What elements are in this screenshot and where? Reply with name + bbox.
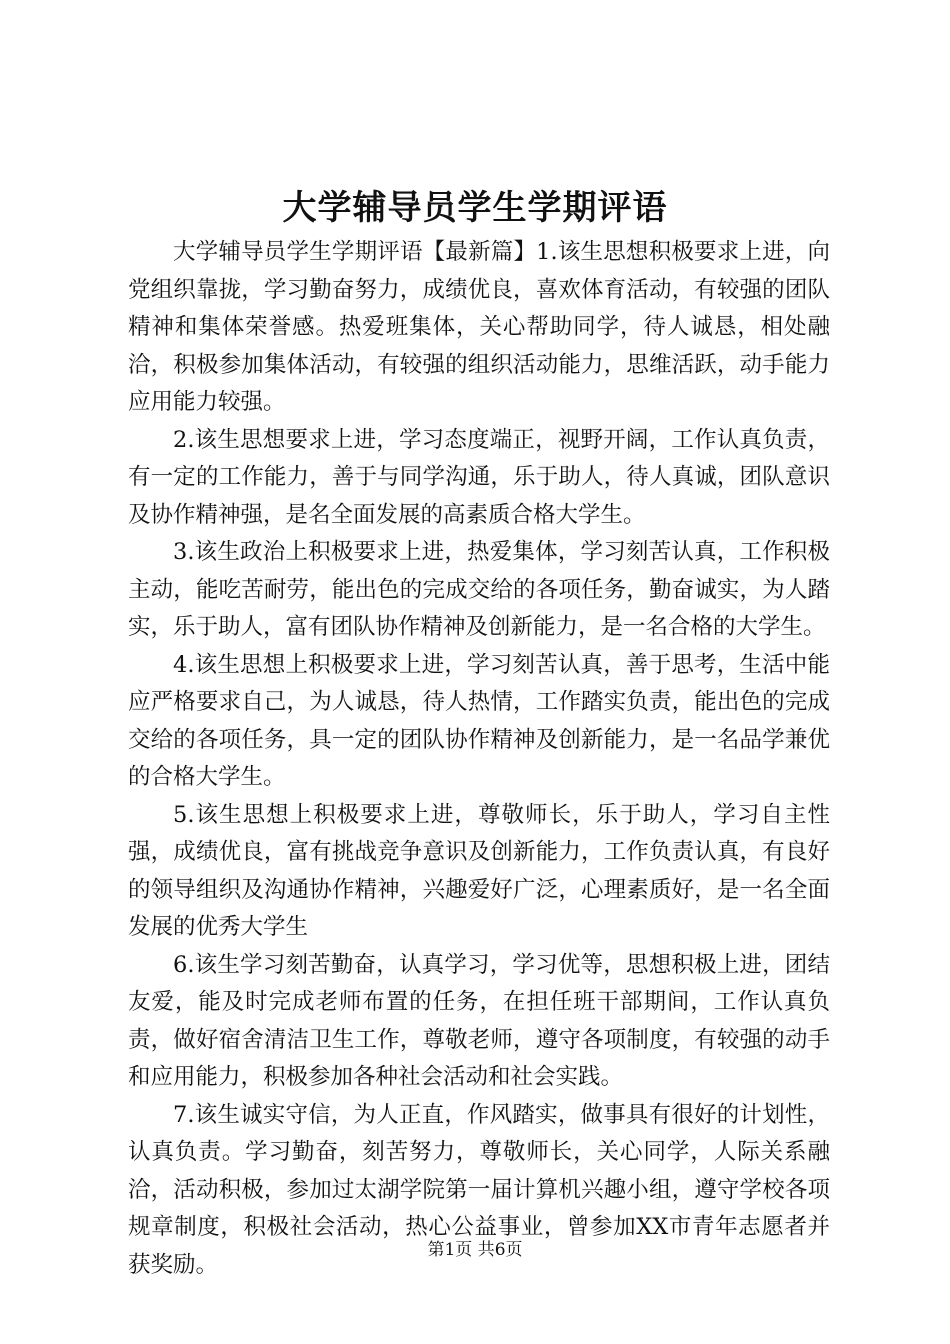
paragraph-6: 6.该生学习刻苦勤奋，认真学习，学习优等，思想积极上进，团结友爱，能及时完成老师布置的任务，在担任班干部期间，工作认真负责，做好宿舍清洁卫生工作，尊敬老师，遵守各项制度，有较强的动手和应用能力，积极参加各种社会活动和社会实践。 bbox=[128, 951, 830, 1090]
paragraph-4: 4.该生思想上积极要求上进，学习刻苦认真，善于思考，生活中能应严格要求自己，为人诚恳，待人热情，工作踏实负责，能出色的完成交给的各项任务，具一定的团队协作精神及创新能力，是一名品学兼优的合格大学生。 bbox=[128, 651, 830, 790]
paragraph-3: 3.该生政治上积极要求上进，热爱集体，学习刻苦认真，工作积极主动，能吃苦耐劳，能出色的完成交给的各项任务，勤奋诚实，为人踏实，乐于助人，富有团队协作精神及创新能力，是一名合格的大学生。 bbox=[128, 539, 830, 640]
paragraph-1: 大学辅导员学生学期评语【最新篇】1.该生思想积极要求上进，向党组织靠拢，学习勤奋努力，成绩优良，喜欢体育活动，有较强的团队精神和集体荣誉感。热爱班集体，关心帮助同学，待人诚恳，相处融洽，积极参加集体活动，有较强的组织活动能力，思维活跃，动手能力应用能力较强。 bbox=[128, 239, 830, 415]
paragraph-7: 7.该生诚实守信，为人正直，作风踏实，做事具有很好的计划性，认真负责。学习勤奋，刻苦努力，尊敬师长，关心同学，人际关系融洽，活动积极，参加过太湖学院第一届计算机兴趣小组，遵守学校各项规章制度，积极社会活动，热心公益事业，曾参加XX市青年志愿者并获奖励。 bbox=[128, 1101, 830, 1278]
page-footer: 第1页 共6页 bbox=[427, 1240, 523, 1260]
paragraph-2: 2.该生思想要求上进，学习态度端正，视野开阔，工作认真负责，有一定的工作能力，善于与同学沟通，乐于助人，待人真诚，团队意识及协作精神强，是名全面发展的高素质合格大学生。 bbox=[128, 426, 830, 528]
page-title: 大学辅导员学生学期评语 bbox=[282, 188, 668, 228]
paragraph-5: 5.该生思想上积极要求上进，尊敬师长，乐于助人，学习自主性强，成绩优良，富有挑战竞争意识及创新能力，工作负责认真，有良好的领导组织及沟通协作精神，兴趣爱好广泛，心理素质好，是一名全面发展的优秀大学生 bbox=[128, 801, 830, 940]
document-body bbox=[128, 234, 830, 1284]
